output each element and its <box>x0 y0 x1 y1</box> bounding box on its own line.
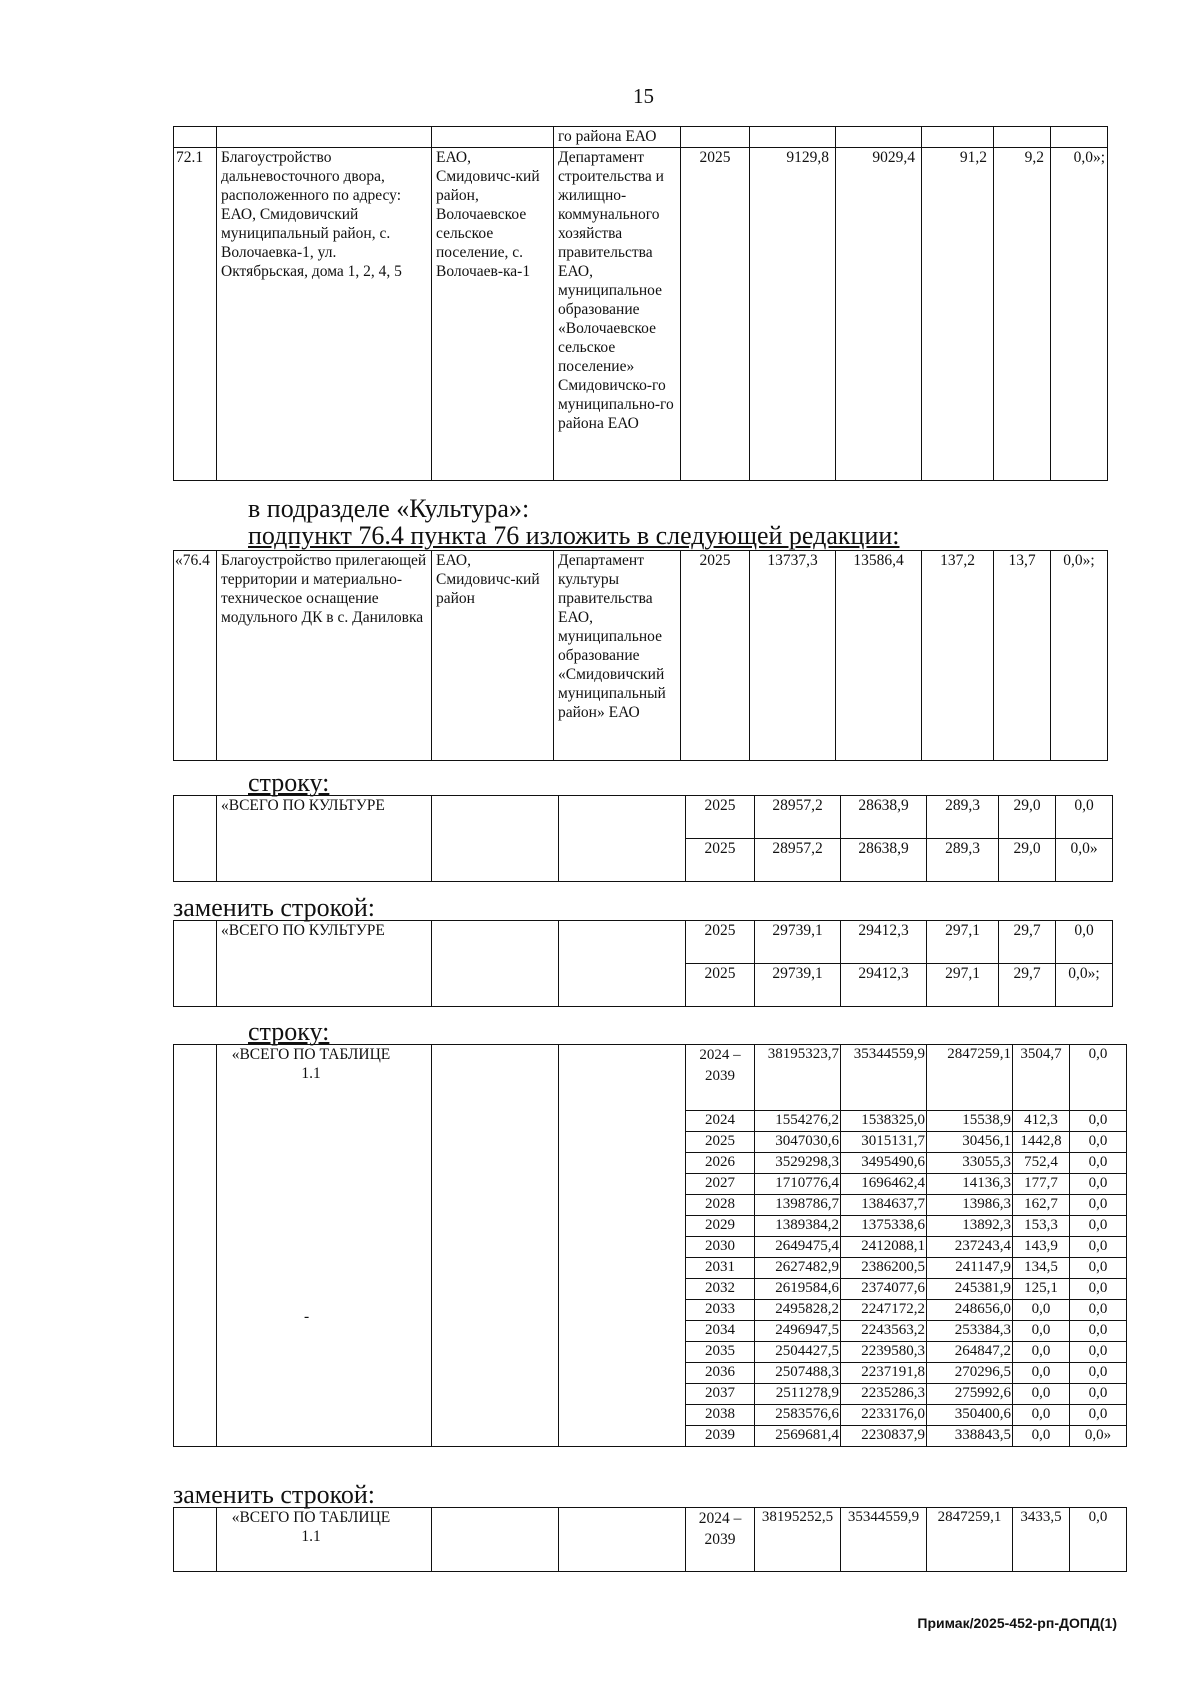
total-sum: 2569681,4 <box>755 1426 841 1447</box>
cell-empty <box>432 921 559 1007</box>
total-local: 0,0 <box>1013 1426 1070 1447</box>
total-other: 0,0» <box>1070 1426 1127 1447</box>
item-other: 0,0»; <box>1051 551 1108 761</box>
cell-empty <box>432 1508 559 1572</box>
total-other: 0,0»; <box>1056 964 1113 1007</box>
total-other: 0,0 <box>1070 1321 1127 1342</box>
total-regional: 30456,1 <box>927 1132 1013 1153</box>
total-sum: 2627482,9 <box>755 1258 841 1279</box>
cell-empty <box>1051 127 1108 148</box>
total-regional: 241147,9 <box>927 1258 1013 1279</box>
total-year: 2038 <box>686 1405 755 1426</box>
total-year: 2028 <box>686 1195 755 1216</box>
total-other: 0,0» <box>1056 839 1113 882</box>
table-total-1-1-old <box>173 1044 1127 1447</box>
total-local: 752,4 <box>1013 1153 1070 1174</box>
item-responsible: Департамент строительства и жилищно-коммунального хозяйства правительства ЕАО, муниципальное образование «Волочаевское сельское поселение» Смидовичско-го муниципально-го района ЕАО <box>554 148 681 481</box>
total-regional: 2847259,1 <box>927 1508 1013 1572</box>
item-location: ЕАО, Смидовичс-кий район, Волочаевское сельское поселение, с. Волочаев-ка-1 <box>432 148 554 481</box>
total-sum: 1389384,2 <box>755 1216 841 1237</box>
cell-empty <box>174 921 217 1007</box>
total-name: «ВСЕГО ПО КУЛЬТУРЕ <box>217 796 432 882</box>
total-other: 0,0 <box>1070 1342 1127 1363</box>
cell-empty <box>994 127 1051 148</box>
total-sum: 2583576,6 <box>755 1405 841 1426</box>
total-local: 29,7 <box>999 964 1056 1007</box>
total-local: 0,0 <box>1013 1405 1070 1426</box>
heading-culture-subsection: в подразделе «Культура»: <box>248 494 530 523</box>
item-regional: 137,2 <box>922 551 994 761</box>
total-local: 143,9 <box>1013 1237 1070 1258</box>
total-federal: 3015131,7 <box>841 1132 927 1153</box>
total-local: 1442,8 <box>1013 1132 1070 1153</box>
item-total: 13737,3 <box>750 551 836 761</box>
total-other: 0,0 <box>1070 1174 1127 1195</box>
total-federal: 2386200,5 <box>841 1258 927 1279</box>
cell-empty <box>217 127 432 148</box>
total-sum: 1398786,7 <box>755 1195 841 1216</box>
cell-empty <box>559 921 686 1007</box>
total-sum: 28957,2 <box>755 839 841 882</box>
total-regional: 289,3 <box>927 796 999 839</box>
total-regional: 2847259,1 <box>927 1045 1013 1111</box>
total-federal: 2235286,3 <box>841 1384 927 1405</box>
page-number: 15 <box>633 84 654 108</box>
total-federal: 28638,9 <box>841 796 927 839</box>
table-total-1-1-new <box>173 1507 1127 1572</box>
cell-empty <box>681 127 750 148</box>
total-federal: 1375338,6 <box>841 1216 927 1237</box>
item-location: ЕАО, Смидовичс-кий район <box>432 551 554 761</box>
total-name: «ВСЕГО ПО ТАБЛИЦЕ 1.1 <box>231 1046 391 1082</box>
total-year: 2030 <box>686 1237 755 1258</box>
item-name: Благоустройство прилегающей территории и материально-техническое оснащение модульного ДК в с. Даниловка <box>217 551 432 761</box>
cell-empty <box>174 1508 217 1572</box>
total-sum: 2504427,5 <box>755 1342 841 1363</box>
total-local: 177,7 <box>1013 1174 1070 1195</box>
total-year: 2034 <box>686 1321 755 1342</box>
total-other: 0,0 <box>1070 1363 1127 1384</box>
total-name: «ВСЕГО ПО КУЛЬТУРЕ <box>217 921 432 1007</box>
total-sum: 2619584,6 <box>755 1279 841 1300</box>
cell-empty <box>432 127 554 148</box>
total-regional: 33055,3 <box>927 1153 1013 1174</box>
cell-empty <box>559 796 686 882</box>
total-sum: 1554276,2 <box>755 1111 841 1132</box>
total-year-range: 2024 – 2039 <box>686 1508 755 1572</box>
total-regional: 297,1 <box>927 964 999 1007</box>
total-federal: 2374077,6 <box>841 1279 927 1300</box>
total-sum: 2511278,9 <box>755 1384 841 1405</box>
total-local: 3433,5 <box>1013 1508 1070 1572</box>
total-sum: 38195323,7 <box>755 1045 841 1111</box>
total-federal: 2233176,0 <box>841 1405 927 1426</box>
table-item-72-1 <box>173 126 1108 481</box>
total-other: 0,0 <box>1070 1132 1127 1153</box>
heading-row-label-2: строку: <box>248 1017 330 1046</box>
total-sum: 38195252,5 <box>755 1508 841 1572</box>
total-federal: 29412,3 <box>841 921 927 964</box>
total-year: 2039 <box>686 1426 755 1447</box>
total-year: 2025 <box>686 964 755 1007</box>
item-year: 2025 <box>681 148 750 481</box>
total-federal: 29412,3 <box>841 964 927 1007</box>
total-local: 29,0 <box>999 796 1056 839</box>
total-federal: 2247172,2 <box>841 1300 927 1321</box>
total-regional: 350400,6 <box>927 1405 1013 1426</box>
total-federal: 2243563,2 <box>841 1321 927 1342</box>
total-local: 0,0 <box>1013 1321 1070 1342</box>
total-name-cell <box>217 1045 432 1447</box>
total-year: 2024 <box>686 1111 755 1132</box>
total-sum: 3529298,3 <box>755 1153 841 1174</box>
dash-mark: - <box>304 1308 310 1325</box>
total-sum: 3047030,6 <box>755 1132 841 1153</box>
cell-empty <box>922 127 994 148</box>
heading-row-label-1: строку: <box>248 768 330 797</box>
cell-empty <box>174 1045 217 1447</box>
total-local: 29,0 <box>999 839 1056 882</box>
cell-empty <box>432 1045 559 1447</box>
total-local: 3504,7 <box>1013 1045 1070 1111</box>
cell-empty <box>432 796 559 882</box>
total-federal: 2230837,9 <box>841 1426 927 1447</box>
item-federal: 9029,4 <box>836 148 922 481</box>
item-other: 0,0»; <box>1051 148 1108 481</box>
total-local: 134,5 <box>1013 1258 1070 1279</box>
total-name-cell <box>217 1508 432 1572</box>
document-reference: Примак/2025-452-рп-ДОПД(1) <box>917 1615 1117 1631</box>
total-regional: 275992,6 <box>927 1384 1013 1405</box>
total-sum: 2495828,2 <box>755 1300 841 1321</box>
total-sum: 29739,1 <box>755 921 841 964</box>
total-regional: 297,1 <box>927 921 999 964</box>
cell-responsible-continued: го района ЕАО <box>554 127 681 148</box>
heading-replace-1: заменить строкой: <box>173 893 376 922</box>
total-year: 2025 <box>686 1132 755 1153</box>
table-culture-total-new <box>173 920 1113 1007</box>
total-year: 2031 <box>686 1258 755 1279</box>
total-other: 0,0 <box>1070 1279 1127 1300</box>
item-local: 9,2 <box>994 148 1051 481</box>
total-name: «ВСЕГО ПО ТАБЛИЦЕ 1.1 <box>231 1509 391 1545</box>
total-regional: 253384,3 <box>927 1321 1013 1342</box>
total-local: 412,3 <box>1013 1111 1070 1132</box>
table-culture-total-old <box>173 795 1113 882</box>
total-federal: 28638,9 <box>841 839 927 882</box>
total-federal: 2239580,3 <box>841 1342 927 1363</box>
total-regional: 237243,4 <box>927 1237 1013 1258</box>
total-regional: 15538,9 <box>927 1111 1013 1132</box>
cell-empty <box>559 1508 686 1572</box>
total-federal: 1538325,0 <box>841 1111 927 1132</box>
total-regional: 245381,9 <box>927 1279 1013 1300</box>
item-responsible: Департамент культуры правительства ЕАО, муниципальное образование «Смидовичский муниципальный район» ЕАО <box>554 551 681 761</box>
item-name: Благоустройство дальневосточного двора, расположенного по адресу: ЕАО, Смидовичский муниципальный район, с. Волочаевка-1, ул. Октябрьская, дома 1, 2, 4, 5 <box>217 148 432 481</box>
total-other: 0,0 <box>1070 1300 1127 1321</box>
total-federal: 35344559,9 <box>841 1045 927 1111</box>
total-regional: 14136,3 <box>927 1174 1013 1195</box>
total-local: 0,0 <box>1013 1363 1070 1384</box>
total-local: 0,0 <box>1013 1384 1070 1405</box>
total-other: 0,0 <box>1070 1237 1127 1258</box>
total-federal: 1696462,4 <box>841 1174 927 1195</box>
total-other: 0,0 <box>1070 1195 1127 1216</box>
total-year: 2025 <box>686 796 755 839</box>
item-local: 13,7 <box>994 551 1051 761</box>
item-regional: 91,2 <box>922 148 994 481</box>
total-year-range: 2024 – 2039 <box>686 1045 755 1111</box>
total-other: 0,0 <box>1070 1258 1127 1279</box>
total-year: 2025 <box>686 921 755 964</box>
total-federal: 2237191,8 <box>841 1363 927 1384</box>
total-local: 29,7 <box>999 921 1056 964</box>
heading-replace-2: заменить строкой: <box>173 1480 376 1509</box>
total-year: 2026 <box>686 1153 755 1174</box>
total-regional: 264847,2 <box>927 1342 1013 1363</box>
total-year: 2036 <box>686 1363 755 1384</box>
total-regional: 248656,0 <box>927 1300 1013 1321</box>
total-local: 153,3 <box>1013 1216 1070 1237</box>
total-federal: 1384637,7 <box>841 1195 927 1216</box>
total-other: 0,0 <box>1070 1111 1127 1132</box>
total-regional: 338843,5 <box>927 1426 1013 1447</box>
total-other: 0,0 <box>1070 1384 1127 1405</box>
total-sum: 29739,1 <box>755 964 841 1007</box>
total-local: 0,0 <box>1013 1300 1070 1321</box>
item-year: 2025 <box>681 551 750 761</box>
total-local: 0,0 <box>1013 1342 1070 1363</box>
total-federal: 3495490,6 <box>841 1153 927 1174</box>
cell-empty <box>559 1045 686 1447</box>
total-sum: 28957,2 <box>755 796 841 839</box>
total-year: 2037 <box>686 1384 755 1405</box>
total-year: 2029 <box>686 1216 755 1237</box>
item-total: 9129,8 <box>750 148 836 481</box>
table-item-76-4 <box>173 550 1108 761</box>
total-other: 0,0 <box>1070 1405 1127 1426</box>
total-sum: 1710776,4 <box>755 1174 841 1195</box>
total-sum: 2507488,3 <box>755 1363 841 1384</box>
cell-empty <box>750 127 836 148</box>
total-federal: 2412088,1 <box>841 1237 927 1258</box>
total-year: 2033 <box>686 1300 755 1321</box>
total-local: 125,1 <box>1013 1279 1070 1300</box>
total-year: 2032 <box>686 1279 755 1300</box>
total-federal: 35344559,9 <box>841 1508 927 1572</box>
cell-empty <box>174 796 217 882</box>
total-year: 2035 <box>686 1342 755 1363</box>
total-regional: 289,3 <box>927 839 999 882</box>
total-other: 0,0 <box>1070 1153 1127 1174</box>
total-local: 162,7 <box>1013 1195 1070 1216</box>
item-federal: 13586,4 <box>836 551 922 761</box>
total-other: 0,0 <box>1070 1045 1127 1111</box>
total-sum: 2496947,5 <box>755 1321 841 1342</box>
total-regional: 13892,3 <box>927 1216 1013 1237</box>
total-regional: 13986,3 <box>927 1195 1013 1216</box>
total-other: 0,0 <box>1056 921 1113 964</box>
total-other: 0,0 <box>1070 1508 1127 1572</box>
total-other: 0,0 <box>1070 1216 1127 1237</box>
item-number: «76.4 <box>174 551 217 761</box>
total-year: 2025 <box>686 839 755 882</box>
cell-empty <box>836 127 922 148</box>
heading-subitem-76-4: подпункт 76.4 пункта 76 изложить в следующей редакции: <box>248 521 900 550</box>
total-other: 0,0 <box>1056 796 1113 839</box>
total-regional: 270296,5 <box>927 1363 1013 1384</box>
cell-empty <box>174 127 217 148</box>
total-sum: 2649475,4 <box>755 1237 841 1258</box>
total-year: 2027 <box>686 1174 755 1195</box>
item-number: 72.1 <box>174 148 217 481</box>
